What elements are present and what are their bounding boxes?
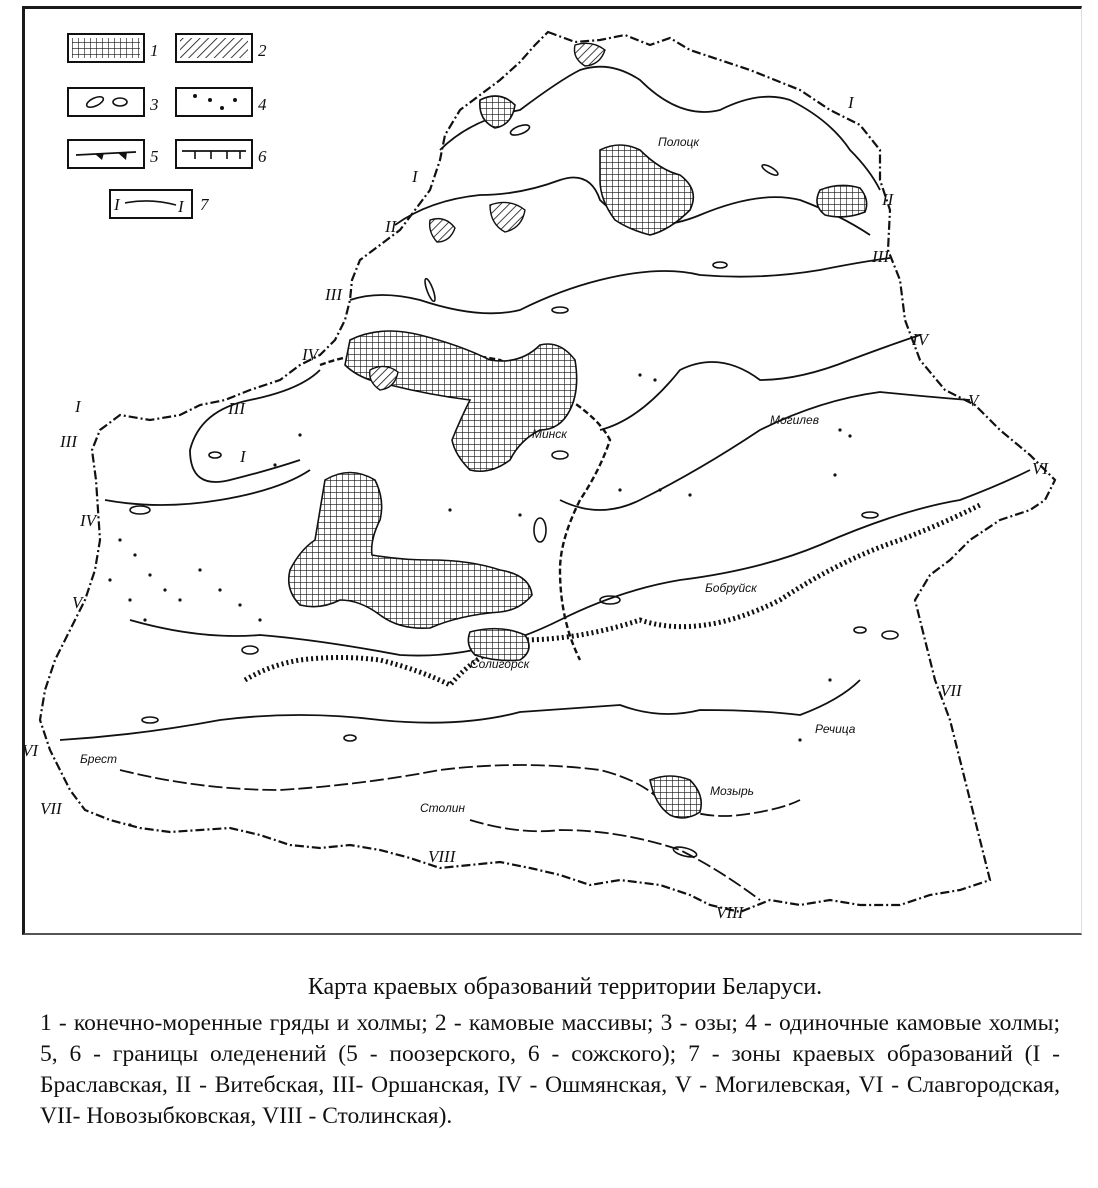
legend-num-1: 1 bbox=[150, 41, 159, 60]
legend-swatch-3 bbox=[68, 88, 144, 116]
legend-swatch-4 bbox=[176, 88, 252, 116]
legend-num-6: 6 bbox=[258, 147, 267, 166]
city-mozyr: Мозырь bbox=[710, 784, 754, 798]
zone-line-VIII bbox=[120, 765, 800, 900]
city-bobruisk: Бобруйск bbox=[705, 581, 757, 595]
zone-label-I-n: I bbox=[412, 167, 418, 186]
zone-label-IV-w: IV bbox=[80, 511, 97, 530]
eskers bbox=[130, 123, 898, 859]
figure-caption bbox=[40, 972, 1060, 1132]
legend-num-3: 3 bbox=[150, 95, 159, 114]
zone-label-II-n: II bbox=[385, 217, 397, 236]
zone-label-VII-w: VII bbox=[40, 799, 62, 818]
kame-massif-2 bbox=[574, 43, 605, 66]
zone-line-VII bbox=[60, 680, 860, 740]
caption-title: Карта краевых образований территории Беларуси. bbox=[307, 974, 823, 1000]
moraine-massif-north2 bbox=[480, 96, 515, 128]
zone-line-VI bbox=[130, 470, 1030, 656]
moraine-massif-west bbox=[289, 473, 532, 629]
zone-label-III-w: III bbox=[60, 432, 77, 451]
legend-num-4: 4 bbox=[258, 95, 267, 114]
svg-text:I: I bbox=[114, 195, 120, 214]
moraine-massif-mozyr bbox=[650, 776, 701, 818]
city-rechitsa: Речица bbox=[815, 722, 856, 736]
zone-label-V-w: V bbox=[72, 593, 83, 612]
zone-label-III-ne: III bbox=[872, 247, 889, 266]
city-soligorsk: Солигорск bbox=[470, 657, 530, 671]
moraine-massif-south bbox=[468, 629, 529, 661]
kame-massif-1 bbox=[490, 202, 525, 232]
zone-label-VIII-se: VIII bbox=[716, 903, 744, 922]
city-brest: Брест bbox=[80, 752, 118, 766]
kame-massif-3 bbox=[430, 219, 455, 242]
city-mogilev: Могилев bbox=[770, 413, 819, 427]
zone-label-VI-w: VI bbox=[22, 741, 39, 760]
city-stolin: Столин bbox=[420, 801, 465, 815]
city-minsk: Минск bbox=[532, 427, 567, 441]
moraine-ridges bbox=[289, 96, 867, 818]
zone-label-IV-e: IV bbox=[912, 330, 929, 349]
zone-label-VI-e: VI bbox=[1032, 459, 1049, 478]
legend-num-5: 5 bbox=[150, 147, 159, 166]
zone-label-VII-e: VII bbox=[940, 681, 962, 700]
moraine-massif-minsk bbox=[345, 331, 577, 471]
zone-label-V-e: V bbox=[968, 391, 979, 410]
zone-label-IV-n: IV bbox=[302, 345, 319, 364]
zone-label-VIII-s: VIII bbox=[428, 847, 456, 866]
legend-num-7: 7 bbox=[200, 195, 209, 214]
svg-text:I: I bbox=[178, 197, 184, 216]
zone-label-II-ne: II bbox=[882, 190, 894, 209]
zone-label-I-ne: I bbox=[848, 93, 854, 112]
zone-label-I-w: I bbox=[75, 397, 81, 416]
city-polotsk: Полоцк bbox=[658, 135, 700, 149]
legend-num-2: 2 bbox=[258, 41, 267, 60]
zone-label-I-inner: I bbox=[240, 447, 246, 466]
moraine-massif-ne bbox=[817, 185, 867, 216]
legend bbox=[68, 34, 252, 218]
caption-body: 1 - конечно-моренные гряды и холмы; 2 - камовые массивы; 3 - озы; 4 - одиночные камовые холмы; 5, 6 - границы оледенений (5 - поозерского, 6 - сожского); 7 - зоны краевых образований (I - Браславская, II - Витебская, III- Оршанская, IV - Ошмянская, V - Могилевская, VI - Славгородская, VII- Новозыбковская, VIII - Столинская). bbox=[40, 1010, 1060, 1129]
zone-label-III-n: III bbox=[325, 285, 342, 304]
zone-label-III-mid: III bbox=[228, 399, 245, 418]
